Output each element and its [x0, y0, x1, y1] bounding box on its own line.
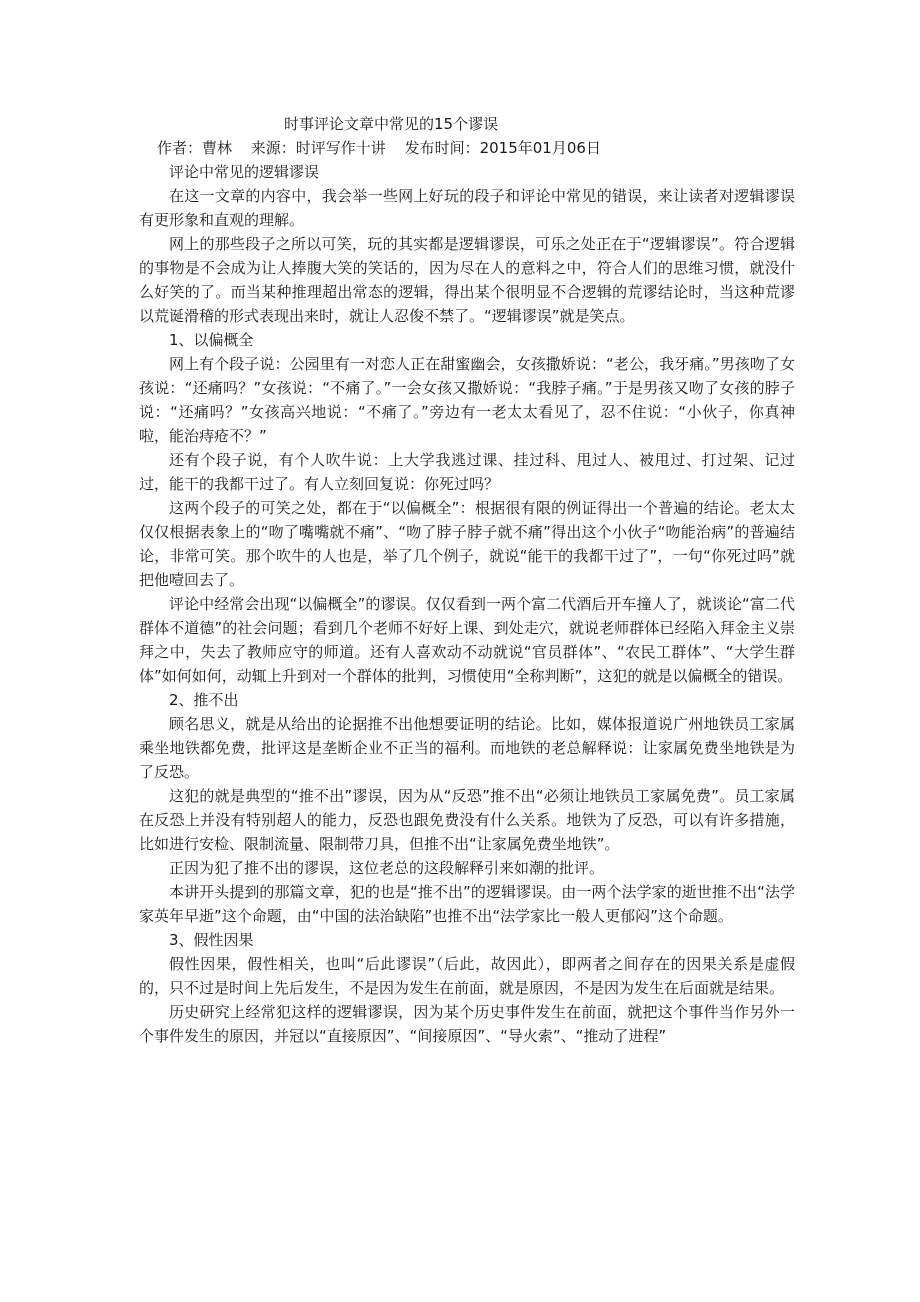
- publish-date: 发布时间：2015年01月06日: [404, 139, 601, 157]
- paragraph: 正因为犯了推不出的谬误，这位老总的这段解释引来如潮的批评。: [169, 859, 605, 877]
- paragraph: 网上的那些段子之所以可笑，玩的其实都是逻辑谬误，可乐之处正在于“逻辑谬误”。符合逻辑的事物是不会成为让人捧腹大笑的笑话的，因为尽在人的意料之中，符合人们的思维习惯，就没什么好笑的了。而当某种推理超出常态的逻辑，得出某个很明显不合逻辑的荒谬结论时，当这种荒谬以荒诞滑稽的形式表现出来时，就让人忍俊不禁了。“逻辑谬误”就是笑点。: [139, 235, 795, 325]
- section-heading: 3、假性因果: [169, 931, 254, 949]
- paragraph: 顾名思义，就是从给出的论据推不出他想要证明的结论。比如，媒体报道说广州地铁员工家属乘坐地铁都免费，批评这是垄断企业不正当的福利。而地铁的老总解释说：让家属免费坐地铁是为了反恐。: [139, 715, 795, 781]
- paragraph: 在这一文章的内容中，我会举一些网上好玩的段子和评论中常见的错误，来让读者对逻辑谬误有更形象和直观的理解。: [139, 187, 795, 229]
- paragraph: 还有个段子说，有个人吹牛说：上大学我逃过课、挂过科、甩过人、被甩过、打过架、记过过，能干的我都干过了。有人立刻回复说：你死过吗？: [139, 451, 795, 493]
- paragraph: 假性因果，假性相关，也叫“后此谬误”（后此，故因此），即两者之间存在的因果关系是虚假的，只不过是时间上先后发生，不是因为发生在前面，就是原因，不是因为发生在后面就是结果。: [139, 955, 795, 997]
- author: 作者：曹林: [157, 139, 233, 157]
- paragraph: 本讲开头提到的那篇文章，犯的也是“推不出”的逻辑谬误。由一两个法学家的逝世推不出“法学家英年早逝”这个命题，由“中国的法治缺陷”也推不出“法学家比一般人更郁闷”这个命题。: [139, 883, 795, 925]
- paragraph: 网上有个段子说：公园里有一对恋人正在甜蜜幽会，女孩撒娇说：“老公，我牙痛。”男孩吻了女孩说：“还痛吗？”女孩说：“不痛了。”一会女孩又撒娇说：“我脖子痛。”于是男孩又吻了女孩的脖子说：“还痛吗？”女孩高兴地说：“不痛了。”旁边有一老太太看见了，忍不住说：“小伙子，你真神啦，能治痔疮不？”: [139, 355, 795, 445]
- paragraph: 历史研究上经常犯这样的逻辑谬误，因为某个历史事件发生在前面，就把这个事件当作另外一个事件发生的原因，并冠以“直接原因”、“间接原因”、“导火索”、“推动了进程”: [139, 1003, 795, 1045]
- article-body: [139, 160, 795, 1048]
- section-heading: 1、以偏概全: [169, 331, 254, 349]
- article-title: 时事评论文章中常见的15个谬误: [284, 115, 499, 133]
- article-meta: [157, 136, 615, 160]
- paragraph: 这两个段子的可笑之处，都在于“以偏概全”：根据很有限的例证得出一个普遍的结论。老太太仅仅根据表象上的“吻了嘴嘴就不痛”、“吻了脖子脖子就不痛”得出这个小伙子“吻能治病”的普遍结论，非常可笑。那个吹牛的人也是，举了几个例子，就说“能干的我都干过了”，一句“你死过吗”就把他噎回去了。: [139, 499, 795, 589]
- source: 来源：时评写作十讲: [250, 139, 386, 157]
- section-heading: 评论中常见的逻辑谬误: [169, 163, 320, 181]
- paragraph: 评论中经常会出现“以偏概全”的谬误。仅仅看到一两个富二代酒后开车撞人了，就谈论“富二代群体不道德”的社会问题；看到几个老师不好好上课、到处走穴，就说老师群体已经陷入拜金主义崇拜之中，失去了教师应守的师道。还有人喜欢动不动就说“官员群体”、“农民工群体”、“大学生群体”如何如何，动辄上升到对一个群体的批判，习惯使用“全称判断”，这犯的就是以偏概全的错误。: [139, 595, 795, 685]
- paragraph: 这犯的就是典型的“推不出”谬误，因为从“反恐”推不出“必须让地铁员工家属免费”。员工家属在反恐上并没有特别超人的能力，反恐也跟免费没有什么关系。地铁为了反恐，可以有许多措施，比如进行安检、限制流量、限制带刀具，但推不出“让家属免费坐地铁”。: [139, 787, 795, 853]
- section-heading: 2、推不出: [169, 691, 239, 709]
